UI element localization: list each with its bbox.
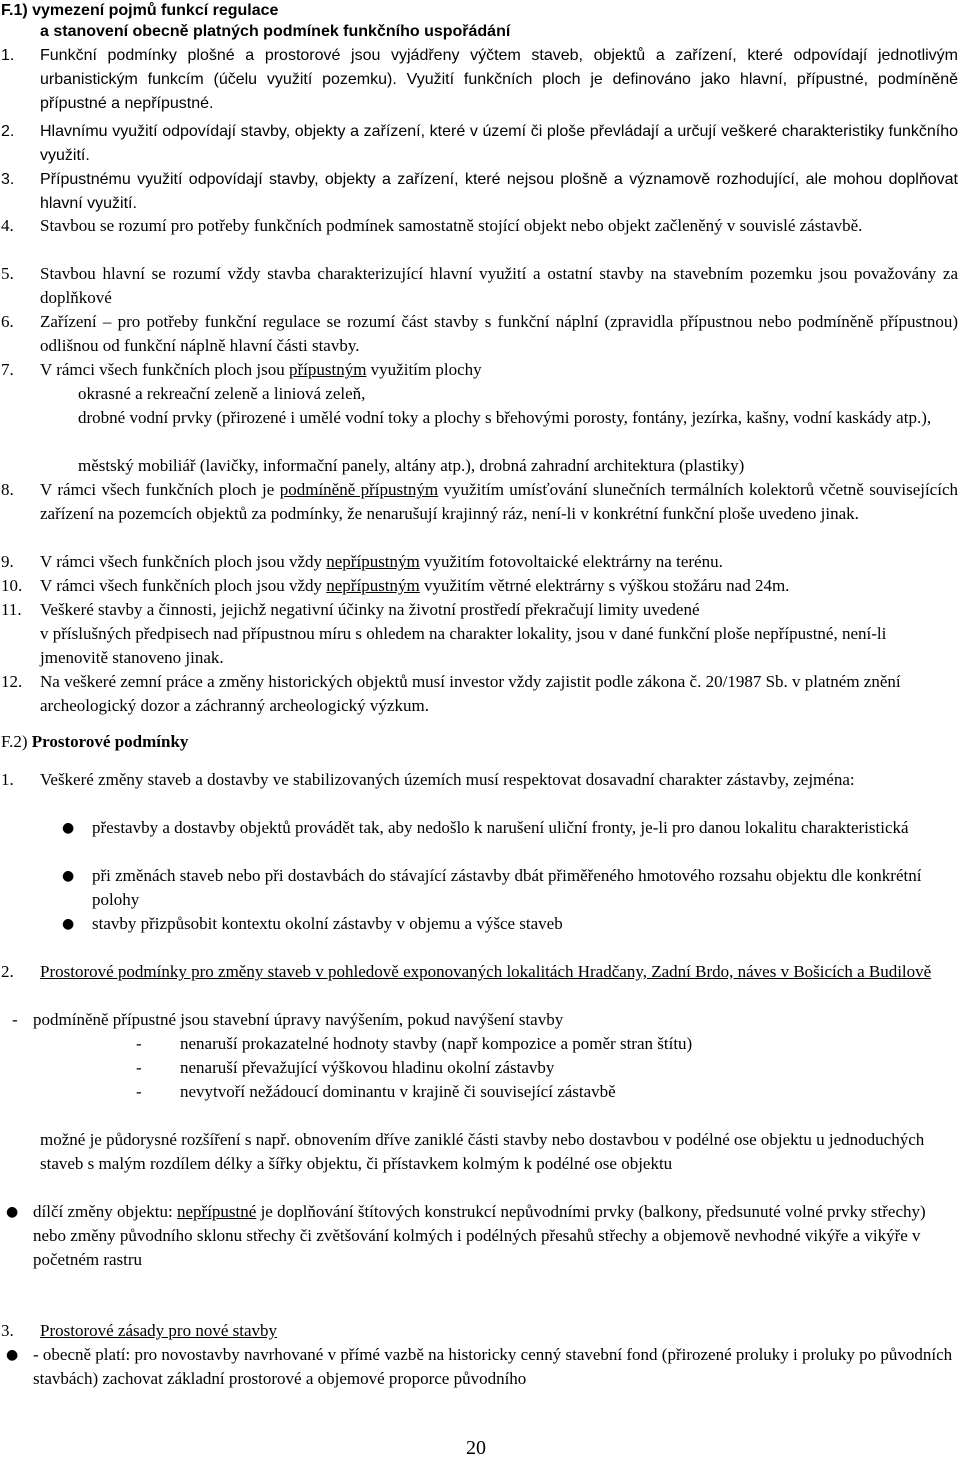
- bullet-item: stavby přizpůsobit kontextu okolní zástavby v objemu a výšce staveb: [92, 914, 563, 933]
- list-number: 11.: [1, 600, 22, 619]
- list-number: 2.: [1, 123, 15, 140]
- list-number: 5.: [1, 264, 14, 283]
- list-number: 12.: [1, 672, 23, 691]
- bullet-item: přestavby a dostavby objektů provádět tak, aby nedošlo k narušení uliční fronty, je-li pro danou lokalitu charakteristická: [92, 818, 909, 837]
- item7-sub-1: okrasné a rekreační zeleně a liniová zeleň,: [78, 384, 366, 403]
- bullet-item: - obecně platí: pro novostavby navrhované v přímé vazbě na historicky cenný stavební fond (přirozené proluky i proluky po původních stavbách) zachovat základní prostorové a objemové proporce původního: [33, 1345, 953, 1388]
- list-item-text: Přípustnému využití odpovídají stavby, objekty a zařízení, které nejsou plošně a významově rozhodující, ale mohou doplňovat hlavní využití.: [40, 171, 958, 212]
- list-number: 3.: [1, 1321, 14, 1340]
- section-f2-title: F.2) Prostorové podmínky: [1, 732, 189, 751]
- dash-subitem: nenaruší prokazatelné hodnoty stavby (např kompozice a poměr stran štítu): [180, 1034, 693, 1053]
- list-number: 9.: [1, 552, 14, 571]
- bullet-item: dílčí změny objektu: nepřípustné je doplňování štítových konstrukcí nepůvodními prvky (balkony, předsunuté volné prvky střechy) nebo změny původního sklonu střechy či zvětšování kolmých i podélných přesahů střechy a objemově nevhodné vikýře a vikýře v početném rastru: [33, 1202, 926, 1269]
- dash-subitem: nenaruší převažující výškovou hladinu okolní zástavby: [180, 1058, 555, 1077]
- dash-marker: -: [136, 1082, 142, 1101]
- list-number: 10.: [1, 576, 23, 595]
- dash-item: podmíněně přípustné jsou stavební úpravy navýšením, pokud navýšení stavby: [33, 1010, 564, 1029]
- bullet-item: při změnách staveb nebo při dostavbách do stávající zástavby dbát přiměřeného hmotového rozsahu objektu dle konkrétní polohy: [92, 866, 922, 909]
- list-item-text: V rámci všech funkčních ploch jsou vždy nepřípustným využitím fotovoltaické elektrárny na terénu.: [40, 552, 723, 571]
- list-item-text: V rámci všech funkčních ploch je podmíněně přípustným využitím umísťování slunečních termálních kolektorů včetně souvisejících zařízení na pozemcích objektů za podmínky, že nenarušují krajinný ráz, není-li v konkrétní funkční ploše uvedeno jinak.: [40, 480, 958, 523]
- list-item-text: Stavbou hlavní se rozumí vždy stavba charakterizující hlavní využití a ostatní stavby na stavebním pozemku jsou považovány za doplňkové: [40, 264, 958, 307]
- list-number: 4.: [1, 216, 14, 235]
- list-item-text: Zařízení – pro potřeby funkční regulace se rozumí část stavby s funkční náplní (zpravidla přípustnou nebo podmíněně přípustnou) odlišnou od funkční náplně hlavní části stavby.: [40, 312, 958, 355]
- list-number: 1.: [1, 770, 14, 789]
- page-number: 20: [466, 1437, 486, 1459]
- subsection-heading: Prostorové podmínky pro změny staveb v pohledově exponovaných lokalitách Hradčany, Zadní Brdo, náves v Bošicích a Budilově: [40, 962, 932, 981]
- list-item-text: Veškeré změny staveb a dostavby ve stabilizovaných územích musí respektovat dosavadní charakter zástavby, zejména:: [40, 770, 855, 789]
- list-item-text: Hlavnímu využití odpovídají stavby, objekty a zařízení, které v území či ploše převládají a určují veškeré charakteristiky funkčního využití.: [40, 123, 958, 164]
- list-item-text: Funkční podmínky plošné a prostorové jsou vyjádřeny výčtem staveb, objektů a zařízení, které odpovídají jednotlivým urbanistickým funkcím (účelu využití pozemku). Využití funkčních ploch je definováno jako hlavní, přípustné, podmíněně přípustné a nepřípustné.: [40, 47, 958, 112]
- dash-marker: -: [136, 1034, 142, 1053]
- bullet-icon: ●: [6, 1204, 19, 1220]
- list-item-text: V rámci všech funkčních ploch jsou vždy nepřípustným využitím větrné elektrárny s výškou stožáru nad 24m.: [40, 576, 790, 595]
- list-number: 7.: [1, 360, 14, 379]
- list-item-text-rest: v příslušných předpisech nad přípustnou míru s ohledem na charakter lokality, jsou v dané funkční ploše nepřípustné, není-li jmenovitě stanoveno jinak.: [40, 624, 887, 667]
- list-item-text: Na veškeré zemní práce a změny historických objektů musí investor vždy zajistit podle zákona č. 20/1987 Sb. v platném znění archeologický dozor a záchranný archeologický výzkum.: [40, 672, 901, 715]
- bullet-icon: ●: [6, 1347, 19, 1363]
- dash-subitem: nevytvoří nežádoucí dominantu v krajině či související zástavbě: [180, 1082, 616, 1101]
- bullet-icon: ●: [62, 868, 75, 884]
- dash-marker: -: [12, 1010, 18, 1029]
- list-number: 2.: [1, 962, 14, 981]
- bullet-icon: ●: [62, 820, 75, 836]
- paragraph-possible: možné je půdorysné rozšíření s např. obnovením dříve zaniklé části stavby nebo dostavbou v podélné ose objektu u jednoduchých staveb s malým rozdílem délky a šířky objektu, či přístavkem kolmým k podélné ose objektu: [40, 1130, 925, 1173]
- list-item-text: V rámci všech funkčních ploch jsou přípustným využitím plochy: [40, 360, 482, 379]
- list-number: 3.: [1, 171, 15, 188]
- list-item-text: Stavbou se rozumí pro potřeby funkčních podmínek samostatně stojící objekt nebo objekt začleněný v souvislé zástavbě.: [40, 216, 863, 235]
- list-number: 1.: [1, 47, 15, 64]
- item7-sub-2: drobné vodní prvky (přirozené i umělé vodní toky a plochy s břehovými porosty, fontány, jezírka, kašny, vodní kaskády atp.),: [78, 408, 932, 427]
- subsection-heading: Prostorové zásady pro nové stavby: [40, 1321, 278, 1340]
- list-number: 8.: [1, 480, 14, 499]
- bullet-icon: ●: [62, 916, 75, 932]
- dash-marker: -: [136, 1058, 142, 1077]
- list-number: 6.: [1, 312, 14, 331]
- item7-sub-3: městský mobiliář (lavičky, informační panely, altány atp.), drobná zahradní architektura (plastiky): [78, 456, 745, 475]
- section-f1-title: F.1) vymezení pojmů funkcí regulace: [1, 2, 279, 19]
- list-item-text-first: Veškeré stavby a činnosti, jejichž negativní účinky na životní prostředí překračují limity uvedené: [40, 600, 700, 619]
- section-f1-subtitle: a stanovení obecně platných podmínek funkčního uspořádání: [40, 23, 511, 40]
